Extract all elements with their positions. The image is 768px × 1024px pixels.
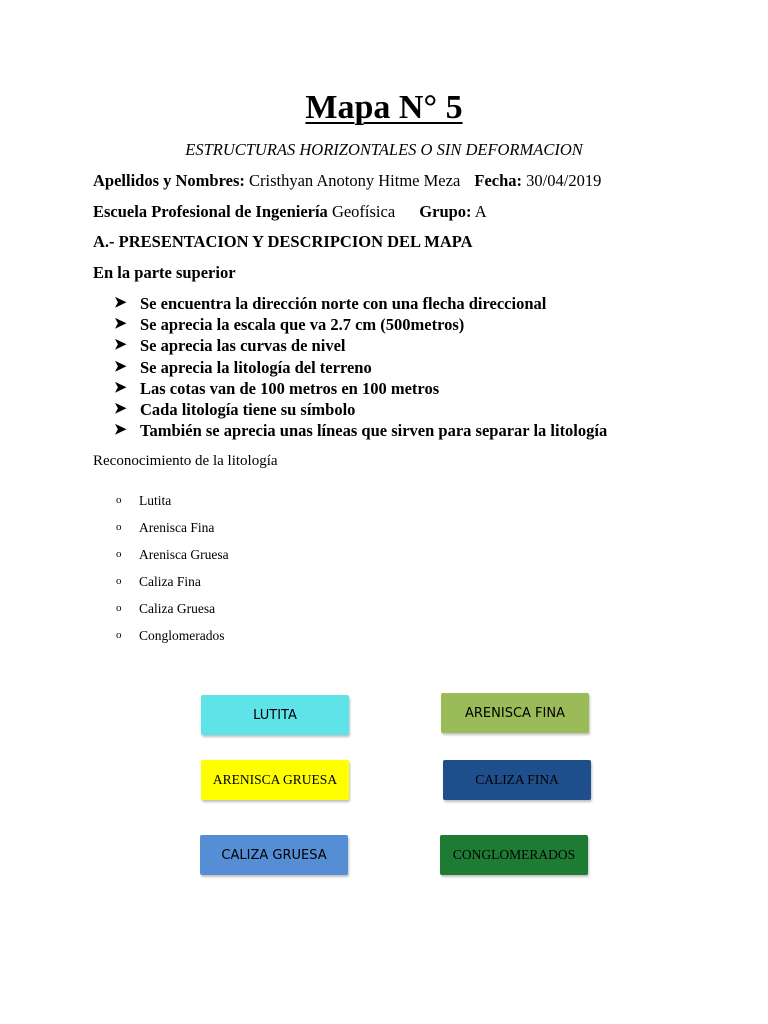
hollow-circle-bullet-icon: o xyxy=(116,494,122,506)
section-heading: A.- PRESENTACION Y DESCRIPCION DEL MAPA xyxy=(93,232,473,251)
legend-box-arenisca-fina: ARENISCA FINA xyxy=(441,693,589,733)
hollow-circle-bullet-icon: o xyxy=(116,575,122,587)
legend-box-lutita: LUTITA xyxy=(201,695,349,735)
hollow-circle-bullet-icon: o xyxy=(116,521,122,533)
name-line xyxy=(93,170,601,192)
lithology-item: o Lutita xyxy=(116,487,229,514)
lithology-item: o Conglomerados xyxy=(116,622,229,649)
lithology-item: o Arenisca Gruesa xyxy=(116,541,229,568)
list-item: ➤ Las cotas van de 100 metros en 100 metros xyxy=(114,378,440,398)
list-item: ➤ Cada litología tiene su símbolo xyxy=(114,400,356,420)
hollow-circle-bullet-icon: o xyxy=(116,629,122,641)
list-item: ➤ Se aprecia la escala que va 2.7 cm (500metros) xyxy=(114,315,465,335)
lithology-item: o Arenisca Fina xyxy=(116,514,229,541)
date-label: Fecha: xyxy=(474,171,523,190)
arrowhead-bullet-icon: ➤ xyxy=(114,401,127,418)
arrowhead-bullet-icon: ➤ xyxy=(114,379,127,396)
school-line xyxy=(93,201,487,223)
legend-box-caliza-gruesa: CALIZA GRUESA xyxy=(200,835,348,875)
legend-box-conglomerados: CONGLOMERADOS xyxy=(440,835,588,875)
arrowhead-bullet-icon: ➤ xyxy=(114,358,127,375)
list-item: ➤ Se aprecia la litología del terreno xyxy=(114,357,372,377)
bullet-list xyxy=(114,293,607,441)
name-label: Apellidos y Nombres: xyxy=(93,171,245,190)
arrowhead-bullet-icon: ➤ xyxy=(114,295,127,311)
name-value: Cristhyan Anotony Hitme Meza xyxy=(249,171,461,190)
list-item: ➤ Se encuentra la dirección norte con una flecha direccional xyxy=(114,294,547,313)
hollow-circle-bullet-icon: o xyxy=(116,548,122,560)
arrowhead-bullet-icon: ➤ xyxy=(114,337,127,354)
school-value: Geofísica xyxy=(331,202,396,221)
hollow-circle-bullet-icon: o xyxy=(116,602,122,614)
lithology-item: o Caliza Gruesa xyxy=(116,595,229,622)
arrowhead-bullet-icon: ➤ xyxy=(114,422,127,439)
group-label: Grupo: xyxy=(419,202,472,221)
list-item: ➤ Se aprecia las curvas de nivel xyxy=(114,336,346,356)
date-value: 30/04/2019 xyxy=(526,171,602,190)
document-subtitle: ESTRUCTURAS HORIZONTALES O SIN DEFORMACION xyxy=(185,140,583,159)
lithology-item: o Caliza Fina xyxy=(116,568,229,595)
document-title: Mapa N° 5 xyxy=(305,89,463,126)
lithology-list xyxy=(116,487,229,649)
lithology-heading: Reconocimiento de la litología xyxy=(93,453,278,469)
top-part-heading: En la parte superior xyxy=(93,263,236,282)
legend-box-caliza-fina: CALIZA FINA xyxy=(443,760,591,800)
group-value: A xyxy=(474,202,487,221)
arrowhead-bullet-icon: ➤ xyxy=(114,316,127,333)
school-label: Escuela Profesional de Ingeniería xyxy=(93,202,328,221)
legend-box-arenisca-gruesa: ARENISCA GRUESA xyxy=(201,760,349,800)
list-item: ➤ También se aprecia unas líneas que sirven para separar la litología xyxy=(114,421,608,441)
